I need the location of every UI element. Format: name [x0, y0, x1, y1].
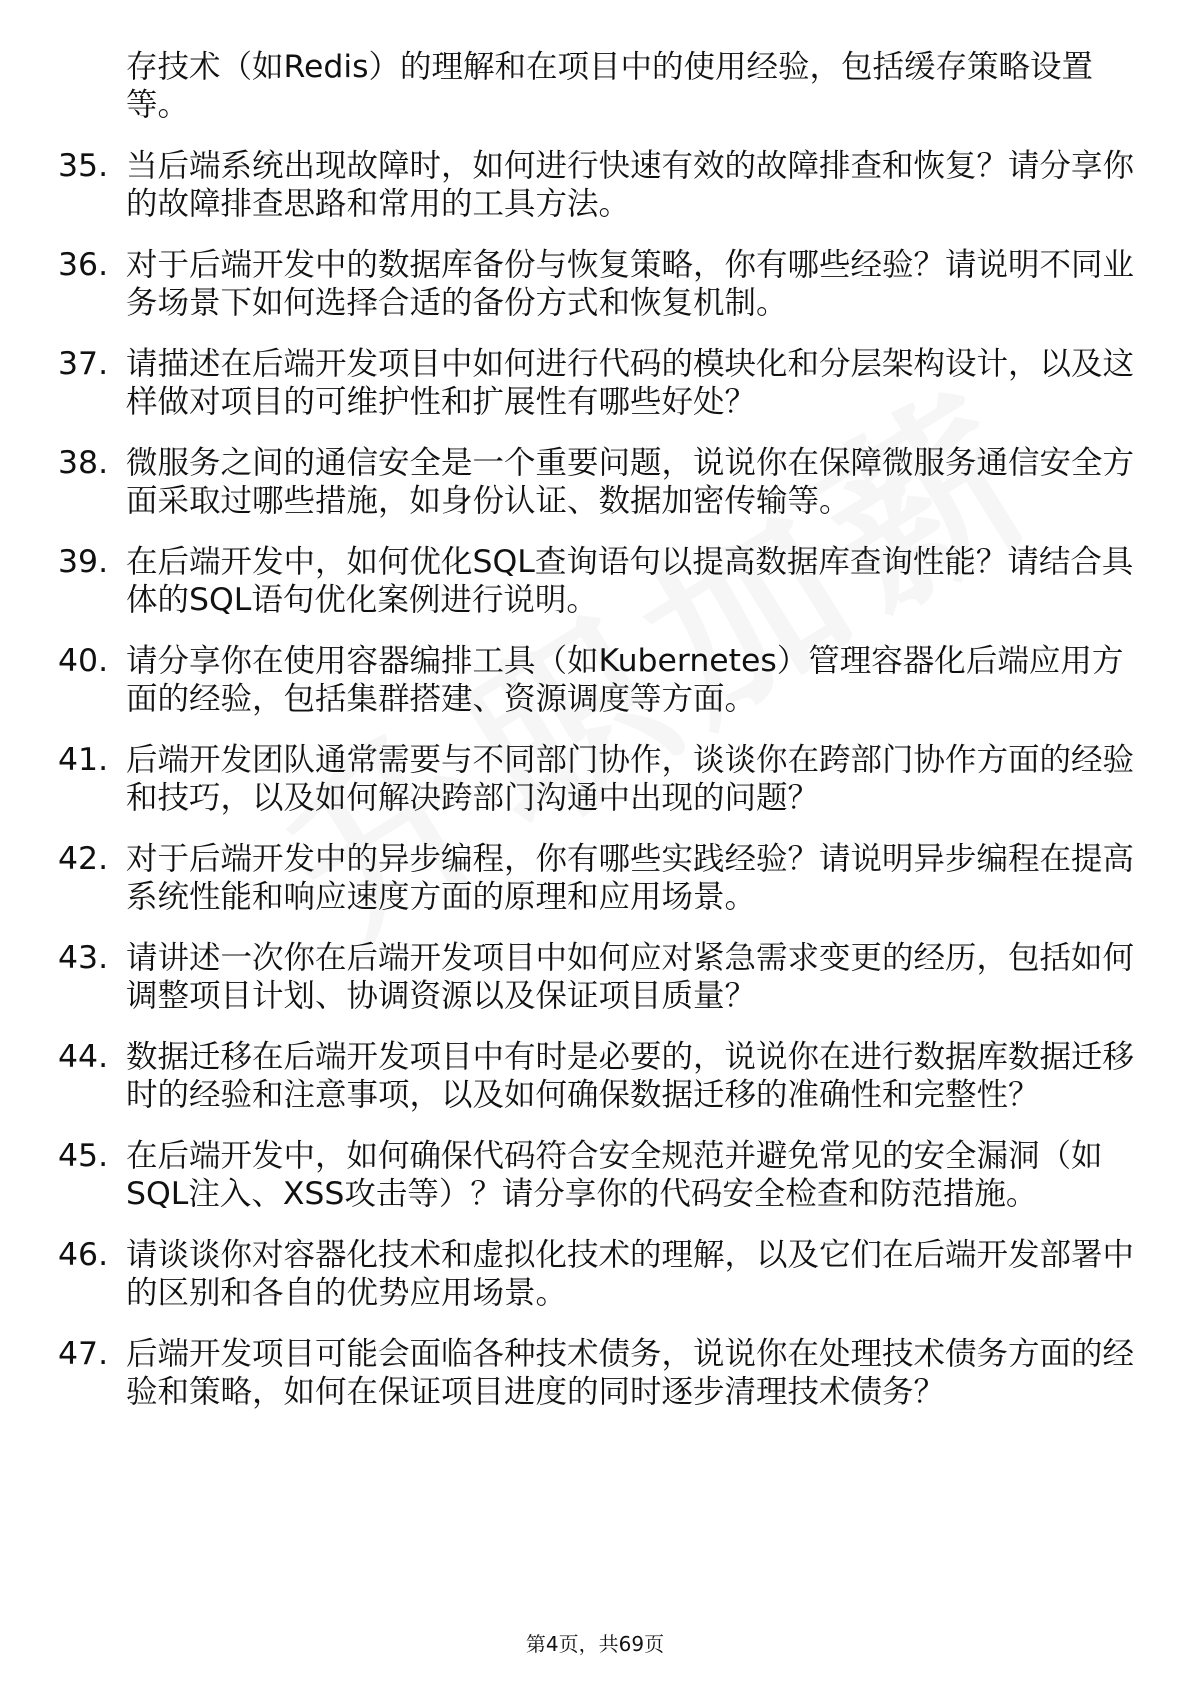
question-number: 44. [58, 1039, 109, 1075]
question-number: 43. [58, 940, 109, 976]
question-number: 46. [58, 1237, 109, 1273]
continued-question-text: 存技术（如Redis）的理解和在项目中的使用经验，包括缓存策略设置等。 [126, 49, 1094, 123]
question-number: 39. [58, 544, 109, 580]
question-text: 在后端开发中，如何确保代码符合安全规范并避免常见的安全漏洞（如SQL注入、XSS攻击等）？请分享你的代码安全检查和防范措施。 [126, 1138, 1103, 1212]
question-text: 微服务之间的通信安全是一个重要问题，说说你在保障微服务通信安全方面采取过哪些措施，如身份认证、数据加密传输等。 [126, 445, 1135, 519]
question-number: 35. [58, 148, 109, 184]
question-number: 40. [58, 643, 109, 679]
question-item [58, 543, 1138, 619]
question-item [58, 444, 1138, 520]
question-number: 42. [58, 841, 109, 877]
question-number: 41. [58, 742, 109, 778]
question-text: 后端开发项目可能会面临各种技术债务，说说你在处理技术债务方面的经验和策略，如何在保证项目进度的同时逐步清理技术债务？ [126, 1336, 1135, 1410]
question-text: 对于后端开发中的数据库备份与恢复策略，你有哪些经验？请说明不同业务场景下如何选择合适的备份方式和恢复机制。 [126, 247, 1135, 321]
page-footer: 第4页，共69页 [525, 1632, 665, 1656]
question-item [58, 1236, 1138, 1312]
question-number: 38. [58, 445, 109, 481]
question-item [58, 840, 1138, 916]
question-text: 请讲述一次你在后端开发项目中如何应对紧急需求变更的经历，包括如何调整项目计划、协调资源以及保证项目质量？ [126, 940, 1135, 1014]
question-item [58, 345, 1138, 421]
question-list [58, 48, 1138, 1434]
question-text: 在后端开发中，如何优化SQL查询语句以提高数据库查询性能？请结合具体的SQL语句优化案例进行说明。 [126, 544, 1134, 618]
question-item [58, 147, 1138, 223]
question-item [58, 1038, 1138, 1114]
question-text: 当后端系统出现故障时，如何进行快速有效的故障排查和恢复？请分享你的故障排查思路和常用的工具方法。 [126, 148, 1135, 222]
question-item [58, 1137, 1138, 1213]
question-text: 请谈谈你对容器化技术和虚拟化技术的理解，以及它们在后端开发部署中的区别和各自的优势应用场景。 [126, 1237, 1135, 1311]
question-text: 请分享你在使用容器编排工具（如Kubernetes）管理容器化后端应用方面的经验，包括集群搭建、资源调度等方面。 [126, 643, 1124, 717]
question-text: 请描述在后端开发项目中如何进行代码的模块化和分层架构设计，以及这样做对项目的可维护性和扩展性有哪些好处？ [126, 346, 1135, 420]
question-number: 45. [58, 1138, 109, 1174]
question-item [58, 246, 1138, 322]
question-number: 37. [58, 346, 109, 382]
question-text: 数据迁移在后端开发项目中有时是必要的，说说你在进行数据库数据迁移时的经验和注意事项，以及如何确保数据迁移的准确性和完整性？ [126, 1039, 1135, 1113]
question-number: 47. [58, 1336, 109, 1372]
question-item [58, 1335, 1138, 1411]
question-item [58, 741, 1138, 817]
question-item [58, 939, 1138, 1015]
question-text: 后端开发团队通常需要与不同部门协作，谈谈你在跨部门协作方面的经验和技巧，以及如何解决跨部门沟通中出现的问题？ [126, 742, 1135, 816]
question-item [58, 642, 1138, 718]
question-number: 36. [58, 247, 109, 283]
question-text: 对于后端开发中的异步编程，你有哪些实践经验？请说明异步编程在提高系统性能和响应速度方面的原理和应用场景。 [126, 841, 1135, 915]
